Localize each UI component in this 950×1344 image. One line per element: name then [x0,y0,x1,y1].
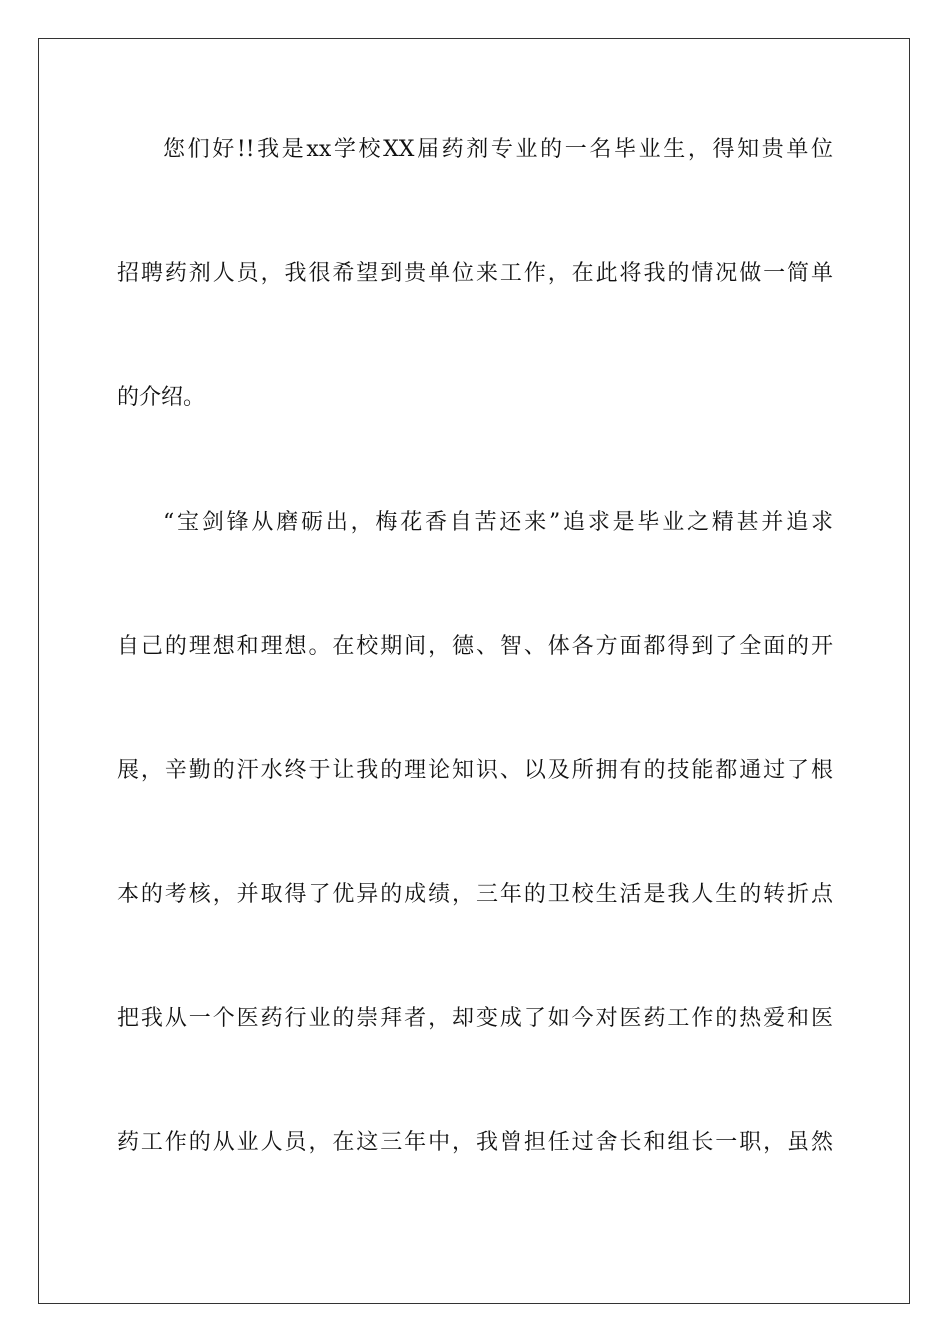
paragraph-2-line-1: “宝剑锋从磨砺出，梅花香自苦还来”追求是毕业之精甚并追求 [163,510,833,535]
paragraph-2-line-4: 本的考核，并取得了优异的成绩，三年的卫校生活是我人生的转折点 [117,882,833,907]
page-border [38,38,910,1304]
paragraph-2-line-6: 药工作的从业人员，在这三年中，我曾担任过舍长和组长一职，虽然 [117,1130,833,1155]
paragraph-1-line-2: 招聘药剂人员，我很希望到贵单位来工作，在此将我的情况做一简单 [117,261,833,286]
paragraph-2-line-2: 自己的理想和理想。在校期间，德、智、体各方面都得到了全面的开 [117,634,833,659]
paragraph-2-line-5: 把我从一个医药行业的崇拜者，却变成了如今对医药工作的热爱和医 [117,1006,833,1031]
paragraph-2-line-3: 展，辛勤的汗水终于让我的理论知识、以及所拥有的技能都通过了根 [117,758,833,783]
paragraph-1-line-1: 您们好!!我是xx学校XX届药剂专业的一名毕业生，得知贵单位 [163,137,833,162]
paragraph-1-line-3: 的介绍。 [117,385,206,410]
